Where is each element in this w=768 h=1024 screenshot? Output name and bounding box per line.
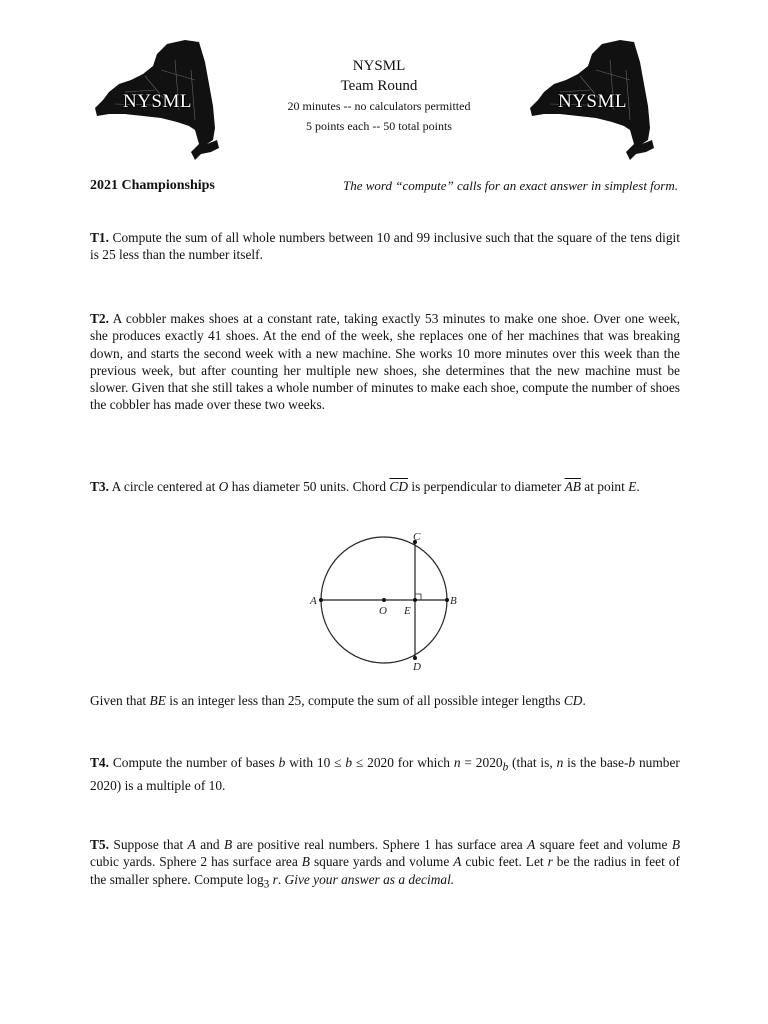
- point-d: [413, 656, 417, 660]
- text-span: ≤ 2020 for which: [355, 755, 450, 770]
- math-var: b: [345, 755, 353, 770]
- problem-text: A cobbler makes shoes at a constant rate, taking exactly 53 minutes to make one shoe. Over one week, she produces exactly 41 shoes. At the end of the week, she replaces one of her machines that was breaking down, and starts the second week with a new machine. She works 10 more minutes over this week than the previous week, but after counting her multiple new shoes, she determines that the new machine must be slower. Given that she still takes a whole number of minutes to make each shoe, compute the number of shoes the cobbler has made over these two weeks.: [90, 311, 681, 413]
- text-span: at point: [584, 479, 625, 494]
- math-subscript: 3: [263, 878, 270, 891]
- circle-diagram: [302, 526, 468, 676]
- text-span: (that is,: [512, 755, 553, 770]
- text-span: is an integer less than 25, compute the sum of all possible integer lengths: [169, 693, 561, 708]
- answer-instruction: Give your answer as a decimal.: [284, 871, 455, 887]
- problem-t4: [90, 754, 680, 794]
- text-span: Given that: [90, 693, 147, 708]
- problem-label: T1.: [90, 230, 109, 245]
- label-o: O: [379, 605, 387, 617]
- points-rule: 5 points each -- 50 total points: [306, 119, 452, 133]
- math-var: B: [224, 837, 233, 852]
- nysml-logo-right: [530, 40, 655, 160]
- math-var: r: [547, 854, 553, 870]
- text-span: = 2020: [464, 755, 503, 770]
- math-var: A: [187, 837, 196, 852]
- label-a: A: [310, 595, 317, 607]
- math-var: B: [301, 854, 310, 870]
- problem-t2: [90, 310, 680, 414]
- math-var: r: [272, 871, 278, 887]
- text-span: .: [636, 479, 640, 494]
- problem-t1: [90, 229, 680, 264]
- text-span: be the radius in feet of the smaller sphere. Compute log: [90, 854, 680, 887]
- point-a: [319, 598, 323, 602]
- problem-t3: [90, 478, 680, 495]
- label-c: C: [413, 531, 421, 543]
- time-rule: 20 minutes -- no calculators permitted: [287, 99, 471, 113]
- math-var: b: [278, 755, 286, 770]
- math-var: b: [628, 755, 636, 770]
- compute-note: The word “compute” calls for an exact answer in simplest form.: [343, 178, 678, 193]
- math-var: n: [556, 755, 564, 770]
- math-subscript: b: [502, 761, 509, 774]
- segment-cd: $\overline{CD}$: [389, 479, 409, 494]
- label-d: D: [413, 661, 421, 673]
- text-span: are positive real numbers. Sphere 1 has surface area: [236, 837, 523, 852]
- logo-text-left: NYSML: [122, 91, 192, 112]
- text-span: and: [200, 837, 220, 852]
- text-span: cubic yards. Sphere 2 has surface area: [90, 854, 298, 870]
- problem-text: Compute the sum of all whole numbers between 10 and 99 inclusive such that the square of the tens digit is 25 less than the number itself.: [90, 230, 680, 263]
- label-b: B: [450, 595, 457, 607]
- math-var: A: [527, 837, 536, 852]
- contest-title: NYSML: [352, 58, 406, 74]
- text-span: square yards and volume: [313, 854, 450, 870]
- text-span: Suppose that: [113, 837, 184, 852]
- text-span: is perpendicular to diameter: [411, 479, 562, 494]
- math-var: n: [453, 755, 461, 770]
- point-b: [445, 598, 449, 602]
- text-span: with 10 ≤: [289, 755, 342, 770]
- math-var: E: [628, 479, 637, 494]
- segment-ab: $\overline{AB}$: [564, 479, 581, 494]
- round-header: [234, 56, 524, 136]
- problem-label: T2.: [90, 311, 109, 326]
- text-span: is the base-: [567, 755, 629, 770]
- math-var: A: [453, 854, 462, 870]
- nysml-logo-left: [95, 40, 220, 160]
- math-var: CD: [563, 693, 583, 708]
- problem-label: T5.: [90, 837, 109, 852]
- math-var: B: [671, 837, 680, 852]
- problem-t5: [90, 836, 680, 894]
- problem-label: T4.: [90, 755, 109, 770]
- circle-chord-figure: [302, 526, 468, 676]
- text-span: .: [277, 871, 282, 887]
- problem-label: T3.: [90, 479, 109, 494]
- math-var: O: [218, 479, 229, 494]
- text-span: has diameter 50 units. Chord: [231, 479, 387, 494]
- text-span: A circle centered at: [111, 479, 216, 494]
- label-e: E: [404, 605, 411, 617]
- text-span: cubic feet. Let: [465, 854, 544, 870]
- event-name: 2021 Championships: [90, 178, 215, 193]
- text-span: .: [582, 693, 586, 708]
- logo-text-right: NYSML: [557, 91, 627, 112]
- point-o: [382, 598, 386, 602]
- text-span: Compute the number of bases: [112, 755, 275, 770]
- text-span: square feet and volume: [539, 837, 668, 852]
- round-title: Team Round: [340, 78, 418, 94]
- math-var: BE: [149, 693, 166, 708]
- point-e: [413, 598, 417, 602]
- problem-t3-question: [90, 692, 680, 709]
- text-span: number 2020) is a multiple of 10.: [90, 755, 680, 793]
